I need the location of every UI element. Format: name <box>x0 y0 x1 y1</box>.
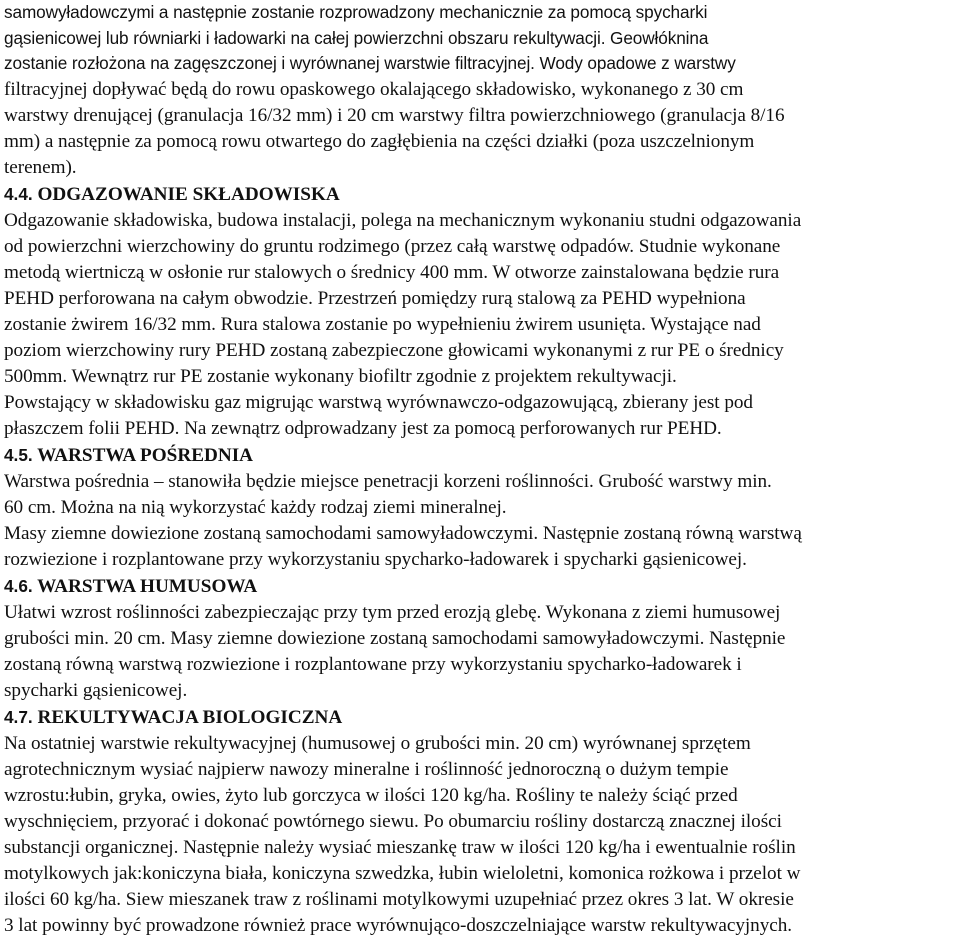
section-heading <box>4 181 954 208</box>
section-warstwa-humusowa <box>4 573 954 704</box>
text-line-mixed <box>4 51 954 77</box>
section-heading <box>4 442 954 469</box>
text-line: samowyładowczymi a następnie zostanie rozprowadzony mechanicznie za pomocą spycharki <box>4 2 708 22</box>
text-line: 500mm. Wewnątrz rur PE zostanie wykonany biofiltr zgodnie z projektem rekultywacji. <box>4 365 677 387</box>
text-line: agrotechnicznym wysiać najpierw nawozy mineralne i roślinność jednoroczną o dużym tempie <box>4 758 729 780</box>
section-odgazowanie <box>4 181 954 442</box>
section-heading <box>4 704 954 731</box>
text-line: Masy ziemne dowiezione zostaną samochodami samowyładowczymi. Następnie zostaną równą warstwą <box>4 522 802 544</box>
section-number: 4.4. <box>4 183 33 204</box>
text-line: wzrostu:łubin, gryka, owies, żyto lub gorczyca w ilości 120 kg/ha. Rośliny te należy ściąć przed <box>4 784 738 806</box>
text-line: terenem). <box>4 156 77 178</box>
text-line: Na ostatniej warstwie rekultywacyjnej (humusowej o grubości min. 20 cm) wyrównanej sprzętem <box>4 732 751 754</box>
section-title: WARSTWA HUMUSOWA <box>37 575 258 597</box>
section-heading <box>4 573 954 600</box>
text-line: metodą wiertniczą w osłonie rur stalowych o średnicy 400 mm. W otworze zainstalowana będzie rura <box>4 261 780 283</box>
text-line: od powierzchni wierzchowiny do gruntu rodzimego (przez całą warstwę odpadów. Studnie wykonane <box>4 235 781 257</box>
text-line: PEHD perforowana na całym obwodzie. Przestrzeń pomiędzy rurą stalową za PEHD wypełniona <box>4 287 746 309</box>
section-title: ODGAZOWANIE SKŁADOWISKA <box>37 183 340 205</box>
text-line: 60 cm. Można na nią wykorzystać każdy rodzaj ziemi mineralnej. <box>4 496 507 518</box>
section-title: WARSTWA POŚREDNIA <box>37 444 254 466</box>
text-line: Ułatwi wzrost roślinności zabezpieczając przy tym przed erozją glebę. Wykonana z ziemi humusowej <box>4 601 781 623</box>
section-warstwa-posrednia <box>4 442 954 573</box>
text-line: Warstwa pośrednia – stanowiła będzie miejsce penetracji korzeni roślinności. Grubość warstwy min. <box>4 470 772 492</box>
text-line: filtracyjnej dopływać będą do rowu opaskowego okalającego składowisko, wykonanego z 30 cm <box>4 78 744 100</box>
text-line: substancji organicznej. Następnie należy wysiać mieszankę traw w ilości 120 kg/ha i ewentualnie roślin <box>4 836 796 858</box>
text-line: poziom wierzchowiny rury PEHD zostaną zabezpieczone głowicami wykonanymi z rur PE o średnicy <box>4 339 784 361</box>
text-line: ilości 60 kg/ha. Siew mieszanek traw z roślinami motylkowymi uzupełniać przez okres 3 lat. W okresie <box>4 888 794 910</box>
document-page <box>4 0 954 939</box>
text-line: wyschnięciem, przyorać i dokonać powtórnego siewu. Po obumarciu rośliny dostarczą znacznej ilości <box>4 810 782 832</box>
text-line: spycharki gąsienicowej. <box>4 679 188 701</box>
text-line: płaszczem folii PEHD. Na zewnątrz odprowadzany jest za pomocą perforowanych rur PEHD. <box>4 417 722 439</box>
section-number: 4.6. <box>4 575 33 596</box>
text-line: zostaną równą warstwą rozwiezione i rozplantowane przy wykorzystaniu spycharko-ładowarek i <box>4 653 742 675</box>
section-number: 4.7. <box>4 706 33 727</box>
section-title: REKULTYWACJA BIOLOGICZNA <box>37 706 343 728</box>
text-line: Odgazowanie składowiska, budowa instalacji, polega na mechanicznym wykonaniu studni odgazowania <box>4 209 802 231</box>
text-line: rozwiezione i rozplantowane przy wykorzystaniu spycharko-ładowarek i spycharki gąsienicowej. <box>4 548 747 570</box>
intro-paragraph <box>4 0 954 181</box>
text-line: grubości min. 20 cm. Masy ziemne dowiezione zostaną samochodami samowyładowczymi. Następnie <box>4 627 786 649</box>
text-line: motylkowych jak:koniczyna biała, koniczyna szwedzka, łubin wieloletni, komonica rożkowa i przelot w <box>4 862 801 884</box>
text-fragment: Wody opadowe z warstwy <box>534 53 736 74</box>
text-line: 3 lat powinny być prowadzone również prace wyrównująco-doszczelniające warstw rekultywacyjnych. <box>4 914 793 936</box>
text-line: Powstający w składowisku gaz migrując warstwą wyrównawczo-odgazowującą, zbierany jest pod <box>4 391 753 413</box>
text-line: mm) a następnie za pomocą rowu otwartego do zagłębienia na części działki (poza uszczelnionym <box>4 130 755 152</box>
text-line: zostanie żwirem 16/32 mm. Rura stalowa zostanie po wypełnieniu żwirem usunięta. Wystające nad <box>4 313 761 335</box>
text-fragment: zostanie rozłożona na zagęszczonej i wyrównanej warstwie filtracyjnej. <box>4 53 535 74</box>
section-rekultywacja-biologiczna <box>4 704 954 939</box>
text-line: gąsienicowej lub równiarki i ładowarki na całej powierzchni obszaru rekultywacji. Geowłóknina <box>4 27 709 48</box>
section-number: 4.5. <box>4 444 33 465</box>
text-line: warstwy drenującej (granulacja 16/32 mm) i 20 cm warstwy filtra powierzchniowego (granulacja 8/16 <box>4 104 785 126</box>
